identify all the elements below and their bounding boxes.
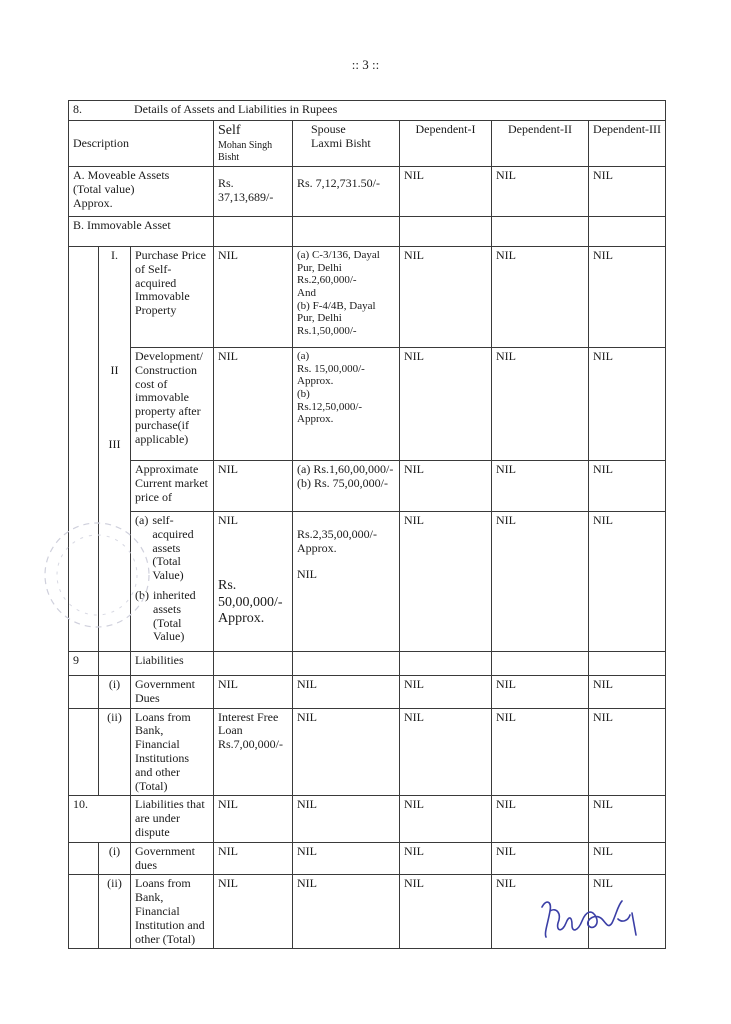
- liabilities-row-1-desc: Government Dues: [131, 676, 214, 709]
- desc-a-text: self-acquired assets (Total Value): [152, 513, 194, 583]
- liabilities-row-2-desc: Loans from Bank, Financial Institutions and other (Total): [131, 708, 214, 796]
- immovable-row-2-numeral: II: [110, 363, 119, 377]
- immovable-row-3-dependent-2: NIL: [492, 461, 589, 512]
- immovable-row-1-dependent-3: NIL: [589, 247, 666, 348]
- liabilities-row-1-sub: (i): [99, 676, 131, 709]
- immovable-row-1-self: NIL: [214, 247, 293, 348]
- immovable-row-4-spouse-a: Rs.2,35,00,000/- Approx.: [297, 527, 378, 555]
- disputes-label: Liabilities that are under dispute: [131, 796, 214, 842]
- immovable-row-2-self: NIL: [214, 348, 293, 461]
- immovable-row-purchase: [69, 247, 666, 348]
- immovable-row-2-dependent-2: NIL: [492, 348, 589, 461]
- header-dependent-1: Dependent-I: [400, 121, 492, 167]
- table-header-row: [69, 121, 666, 167]
- moveable-dependent-3: NIL: [589, 167, 666, 217]
- immovable-spouse-empty: [293, 217, 400, 247]
- disputes-row-1-self: NIL: [214, 842, 293, 875]
- liabilities-row-2-spouse: NIL: [293, 708, 400, 796]
- header-dependent-2: Dependent-II: [492, 121, 589, 167]
- header-description: [69, 121, 214, 167]
- disputes-row-2-sub: (ii): [99, 875, 131, 949]
- immovable-row-3-desc: Approximate Current market price of: [131, 461, 214, 512]
- liabilities-header-row: [69, 652, 666, 676]
- immovable-row-2-dependent-1: NIL: [400, 348, 492, 461]
- moveable-spouse: Rs. 7,12,731.50/-: [293, 167, 400, 217]
- disputes-row-1-indent: [69, 842, 99, 875]
- disputes-number: 10.: [69, 796, 131, 842]
- immovable-row-1-dependent-1: NIL: [400, 247, 492, 348]
- liabilities-row-1-dependent-1: NIL: [400, 676, 492, 709]
- liabilities-row-1-spouse: NIL: [293, 676, 400, 709]
- liabilities-row-2-dependent-1: NIL: [400, 708, 492, 796]
- liabilities-dep2-empty: [492, 652, 589, 676]
- disputes-row-1-sub: (i): [99, 842, 131, 875]
- immovable-dep1-empty: [400, 217, 492, 247]
- immovable-row-2-dependent-3: NIL: [589, 348, 666, 461]
- liabilities-row-2-dependent-3: NIL: [589, 708, 666, 796]
- disputes-row-2-spouse: NIL: [293, 875, 400, 949]
- immovable-row-1-desc: Purchase Price of Self-acquired Immovable Property: [131, 247, 214, 348]
- disputes-dependent-3: NIL: [589, 796, 666, 842]
- immovable-row-4-self: [214, 512, 293, 652]
- liabilities-row-2-sub: (ii): [99, 708, 131, 796]
- signature: [536, 893, 646, 949]
- disputes-row-1-dependent-2: NIL: [492, 842, 589, 875]
- disputes-row-1-dependent-3: NIL: [589, 842, 666, 875]
- immovable-row-4-spouse-b: NIL: [297, 566, 317, 581]
- disputes-header-row: [69, 796, 666, 842]
- immovable-row-3-self: NIL: [214, 461, 293, 512]
- moveable-assets-row: [69, 167, 666, 217]
- disputes-row-2-self: NIL: [214, 875, 293, 949]
- immovable-row-4-spouse: [293, 512, 400, 652]
- immovable-row-2-spouse: (a) Rs. 15,00,000/- Approx. (b) Rs.12,50,000/- Approx.: [293, 348, 400, 461]
- immovable-row-4-dependent-2: NIL: [492, 512, 589, 652]
- immovable-self-empty: [214, 217, 293, 247]
- liabilities-row-2-dependent-2: NIL: [492, 708, 589, 796]
- liabilities-sub-empty: [99, 652, 131, 676]
- immovable-row-1-spouse: (a) C-3/136, Dayal Pur, Delhi Rs.2,60,000/- And (b) F-4/4B, Dayal Pur, Delhi Rs.1,50,000/-: [293, 247, 400, 348]
- immovable-dep2-empty: [492, 217, 589, 247]
- desc-b-marker: (b): [135, 587, 149, 602]
- immovable-row-2-numeral-cell: [99, 348, 131, 461]
- disputes-row-2-desc: Loans from Bank, Financial Institution and other (Total): [131, 875, 214, 949]
- immovable-assets-row: [69, 217, 666, 247]
- liabilities-row-1-self: NIL: [214, 676, 293, 709]
- disputes-row-1-desc: Government dues: [131, 842, 214, 875]
- immovable-row-4-self-a: NIL: [218, 513, 238, 527]
- immovable-dep3-empty: [589, 217, 666, 247]
- desc-b-text: inherited assets (Total Value): [153, 587, 196, 644]
- liabilities-dep1-empty: [400, 652, 492, 676]
- immovable-row-4-dependent-1: NIL: [400, 512, 492, 652]
- header-self: [214, 121, 293, 167]
- liabilities-label: Liabilities: [131, 652, 214, 676]
- disputes-row-2-indent: [69, 875, 99, 949]
- immovable-row-4-dependent-3: NIL: [589, 512, 666, 652]
- section-8-title-cell: [69, 101, 666, 121]
- immovable-row-2-desc: Development/ Construction cost of immovable property after purchase(if applicable): [131, 348, 214, 461]
- immovable-row-1-dependent-2: NIL: [492, 247, 589, 348]
- immovable-row-3-dependent-1: NIL: [400, 461, 492, 512]
- liabilities-row-1-indent: [69, 676, 99, 709]
- liabilities-dep3-empty: [589, 652, 666, 676]
- disputes-row-2-dependent-1: NIL: [400, 875, 492, 949]
- immovable-row-development: [69, 348, 666, 461]
- disputes-row: [69, 842, 666, 875]
- disputes-dependent-2: NIL: [492, 796, 589, 842]
- disputes-self: NIL: [214, 796, 293, 842]
- header-self-label: Self: [218, 123, 241, 138]
- header-spouse-name: Laxmi Bisht: [311, 135, 371, 150]
- moveable-assets-label: A. Moveable Assets (Total value) Approx.: [69, 167, 214, 217]
- moveable-self: Rs. 37,13,689/-: [214, 167, 293, 217]
- moveable-dependent-2: NIL: [492, 167, 589, 217]
- immovable-assets-label: B. Immovable Asset: [69, 217, 214, 247]
- header-spouse: [293, 121, 400, 167]
- liabilities-row: [69, 708, 666, 796]
- header-spouse-label: Spouse: [311, 122, 346, 136]
- liabilities-row-2-indent: [69, 708, 99, 796]
- section-number: 8.: [73, 102, 82, 116]
- moveable-dependent-1: NIL: [400, 167, 492, 217]
- disputes-row-1-dependent-1: NIL: [400, 842, 492, 875]
- liabilities-row-1-dependent-3: NIL: [589, 676, 666, 709]
- section-8-title-row: [69, 101, 666, 121]
- immovable-row-1-numeral: I.: [99, 247, 131, 348]
- desc-a-marker: (a): [135, 513, 149, 527]
- immovable-row-3-dependent-3: NIL: [589, 461, 666, 512]
- page-number: :: 3 ::: [351, 57, 380, 72]
- disputes-row-2-dependent-2: NIL: [492, 875, 589, 949]
- header-dependent-3: Dependent-III: [589, 121, 666, 167]
- disputes-row-1-spouse: NIL: [293, 842, 400, 875]
- disputes-dependent-1: NIL: [400, 796, 492, 842]
- disputes-spouse: NIL: [293, 796, 400, 842]
- liabilities-spouse-empty: [293, 652, 400, 676]
- header-description-label: Description: [73, 135, 129, 150]
- header-self-name: Mohan Singh Bisht: [218, 139, 273, 163]
- section-title: Details of Assets and Liabilities in Rupees: [134, 102, 338, 116]
- disputes-row-2-dependent-3: NIL: [589, 875, 666, 949]
- liabilities-row: [69, 676, 666, 709]
- immovable-row-3-numeral: III: [108, 436, 121, 451]
- liabilities-row-2-self: Interest Free Loan Rs.7,00,000/-: [214, 708, 293, 796]
- immovable-row-3-spouse: (a) Rs.1,60,00,000/- (b) Rs. 75,00,000/-: [293, 461, 400, 512]
- liabilities-row-1-dependent-2: NIL: [492, 676, 589, 709]
- immovable-row-4-self-b: Rs. 50,00,000/- Approx.: [218, 577, 283, 627]
- stamp-impression: [22, 500, 172, 650]
- liabilities-number: 9: [69, 652, 99, 676]
- liabilities-self-empty: [214, 652, 293, 676]
